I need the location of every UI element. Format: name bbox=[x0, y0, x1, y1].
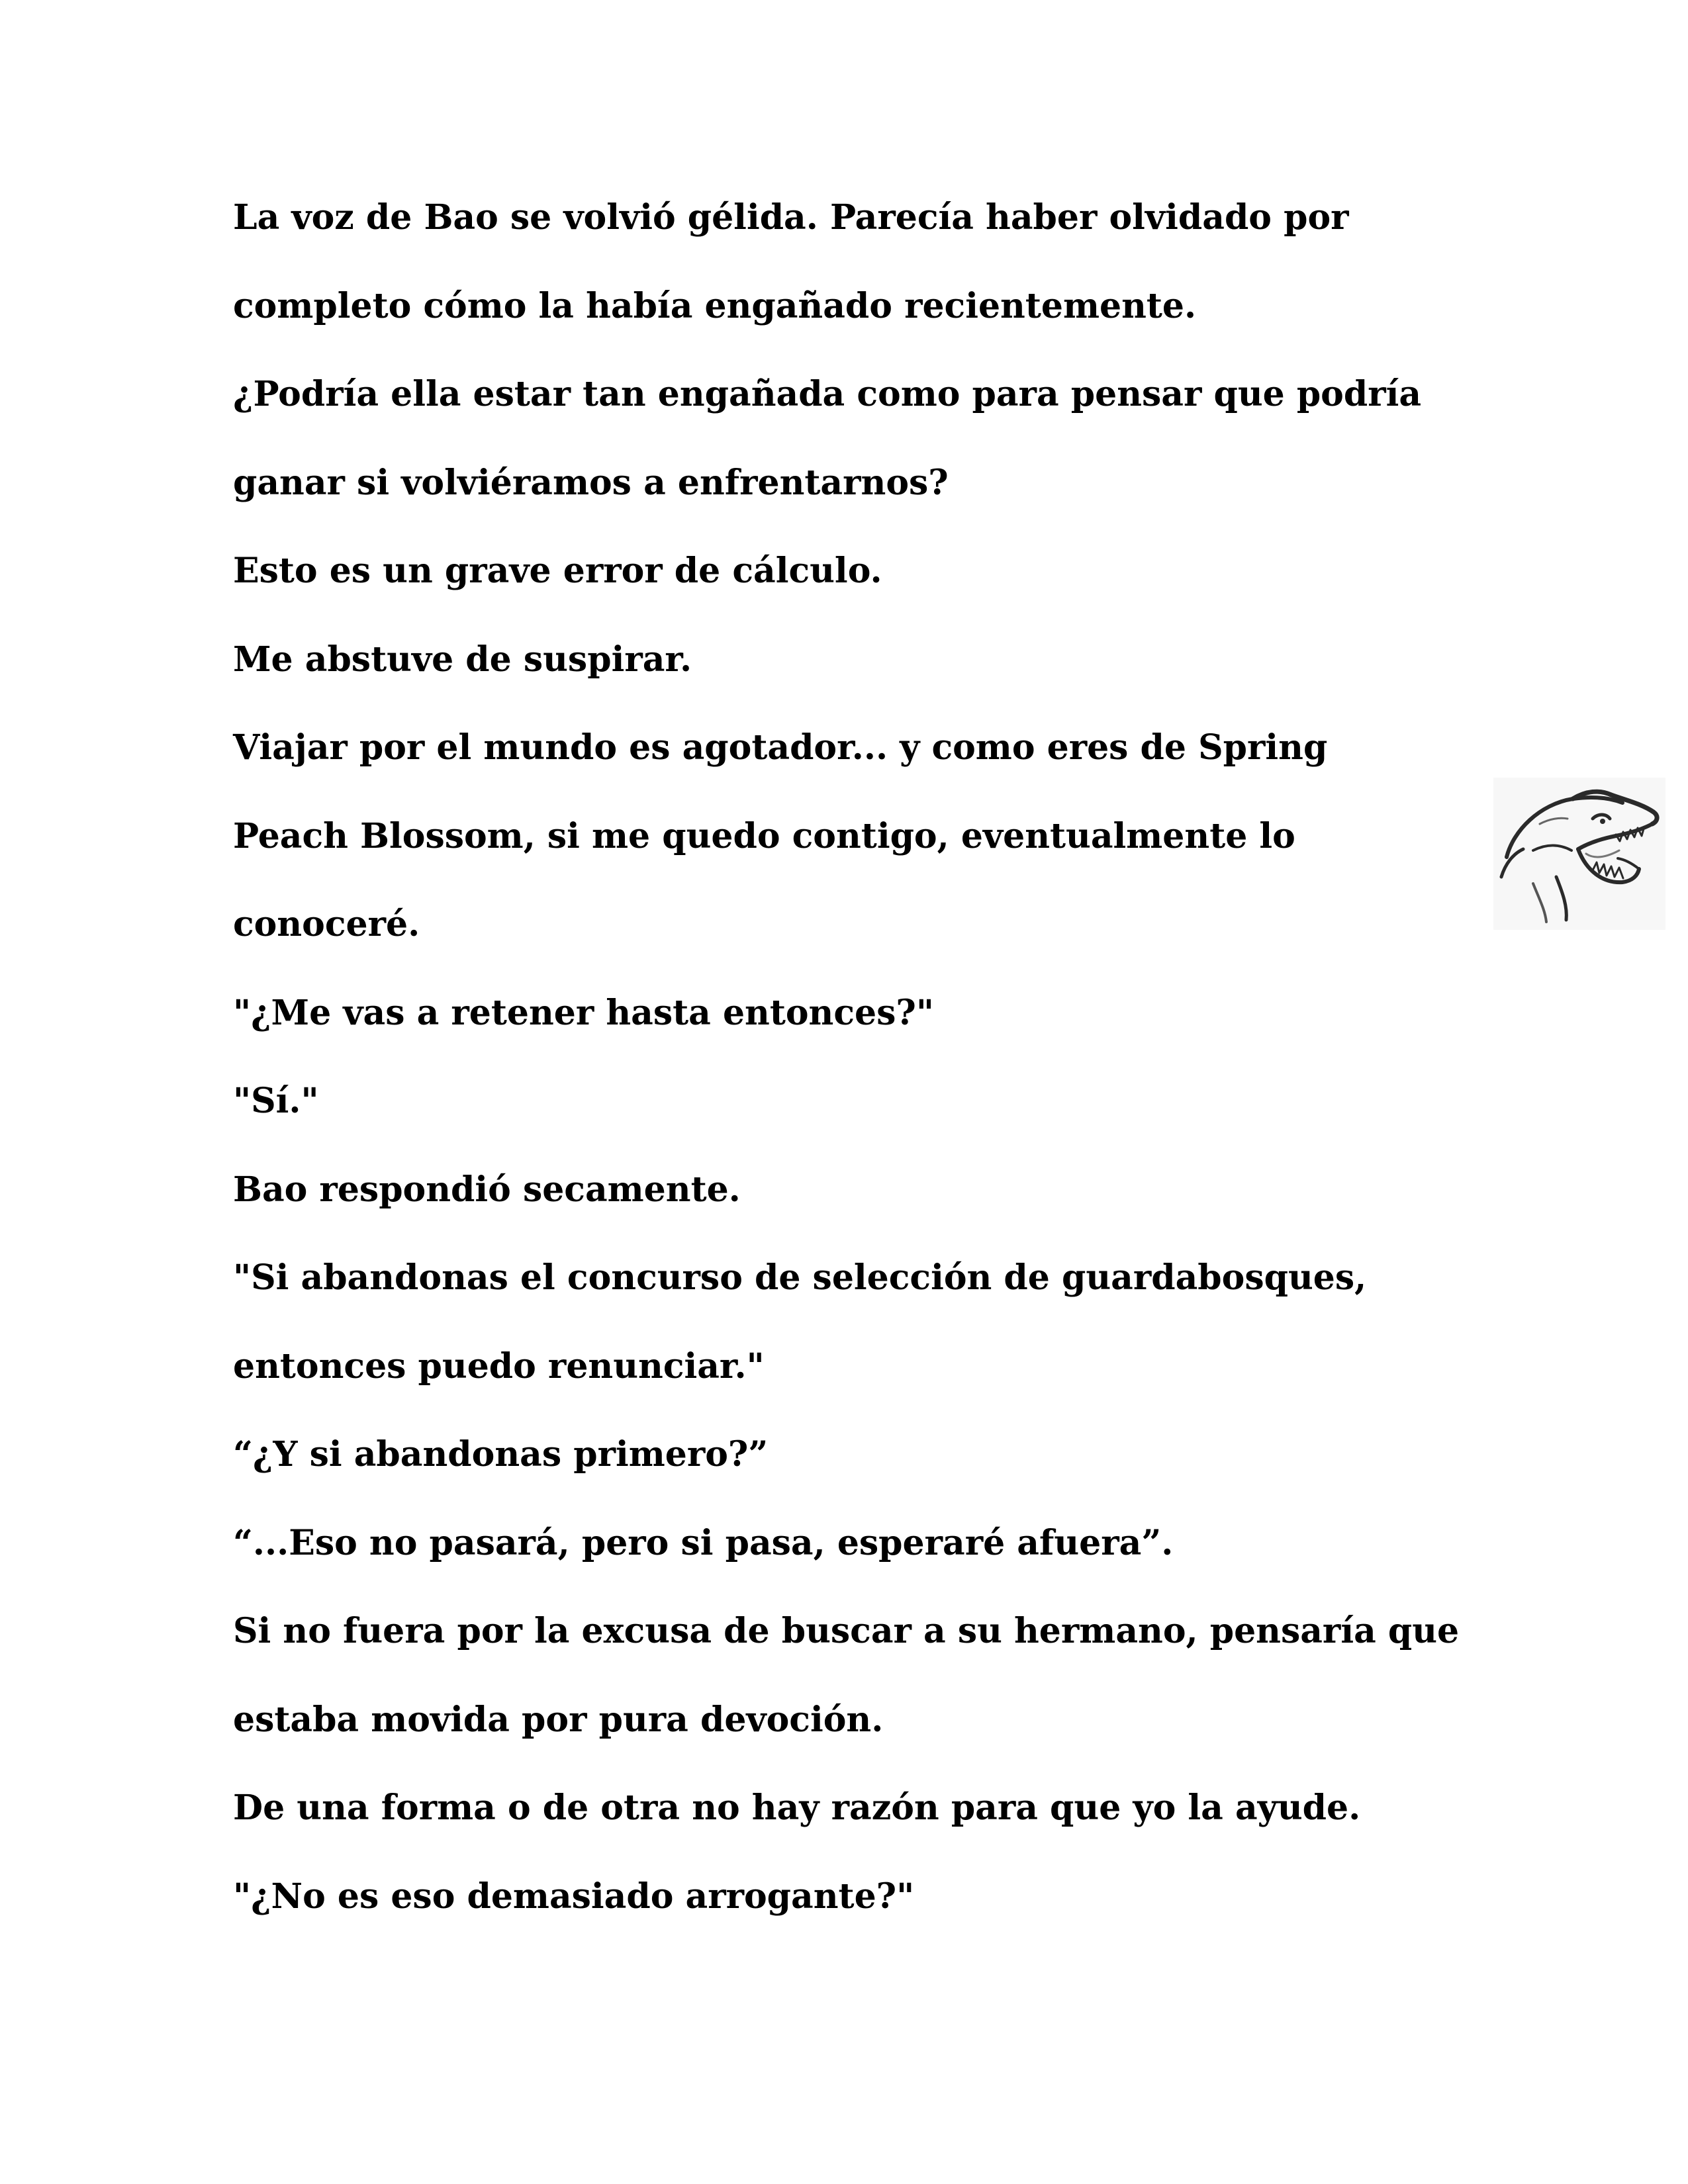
text-line-17: Si no fuera por la excusa de buscar a su hermano, pensaría que bbox=[233, 1611, 1460, 1651]
text-line-12: Bao respondió secamente. bbox=[233, 1169, 741, 1210]
text-line-10: "¿Me vas a retener hasta entonces?" bbox=[233, 992, 934, 1033]
text-line-1: La voz de Bao se volvió gélida. Parecía haber olvidado por bbox=[233, 197, 1349, 238]
dinosaur-head-icon bbox=[1493, 778, 1665, 930]
text-line-16: “...Eso no pasará, pero si pasa, esperaré afuera”. bbox=[233, 1522, 1174, 1563]
text-line-6: Me abstuve de suspirar. bbox=[233, 639, 692, 680]
text-line-9: conoceré. bbox=[233, 904, 420, 944]
body-text bbox=[233, 187, 1524, 1954]
text-line-19: De una forma o de otra no hay razón para que yo la ayude. bbox=[233, 1788, 1361, 1828]
text-line-11: "Sí." bbox=[233, 1081, 319, 1121]
text-line-8: Peach Blossom, si me quedo contigo, eventualmente lo bbox=[233, 815, 1295, 856]
text-line-2: completo cómo la había engañado recientemente. bbox=[233, 285, 1197, 326]
text-line-3: ¿Podría ella estar tan engañada como para pensar que podría bbox=[233, 374, 1422, 414]
text-line-15: “¿Y si abandonas primero?” bbox=[233, 1434, 769, 1475]
text-line-20: "¿No es eso demasiado arrogante?" bbox=[233, 1876, 915, 1917]
text-line-5: Esto es un grave error de cálculo. bbox=[233, 551, 882, 591]
text-line-4: ganar si volviéramos a enfrentarnos? bbox=[233, 462, 949, 503]
text-line-14: entonces puedo renunciar." bbox=[233, 1345, 765, 1387]
text-line-13: "Si abandonas el concurso de selección de guardabosques, bbox=[233, 1257, 1367, 1298]
text-line-7: Viajar por el mundo es agotador... y como eres de Spring bbox=[233, 727, 1328, 768]
text-line-18: estaba movida por pura devoción. bbox=[233, 1699, 884, 1740]
